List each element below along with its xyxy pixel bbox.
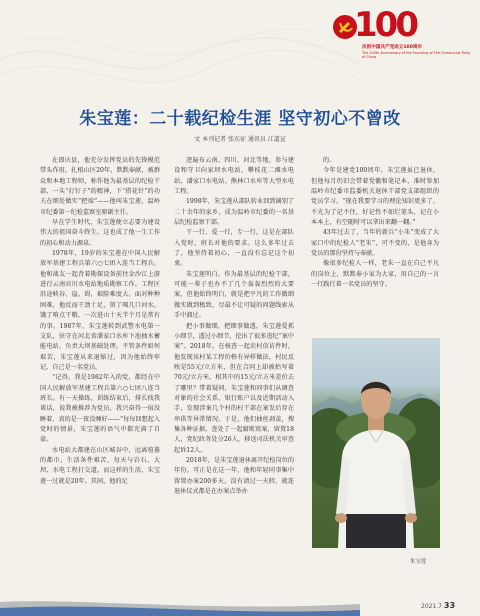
paragraph: 今年是建党100周年，朱宝莲虽已退休，但他每月仍旧会带着党徽和笔记本，准时参加温岭市纪委市监委机关退休干部党支部组织的党员学习。“现在我要学习的理论知识更多了，不光为了记不住，好记性不如烂笔头，记在小本本上，有空随时可以拿出来翻一翻。” [311, 167, 439, 227]
centenary-logo [332, 5, 472, 70]
article-byline: 文 本刊记者 张东征 通讯员 江道宣 [194, 136, 286, 143]
paragraph: 干一行、爱一行，专一行，这是在部队入党时，班长对他的要求。这么多年过去了，他坚持着初心，一直没有忘记这个初衷。 [174, 229, 294, 268]
paragraph: 43年过去了，当年的新兵“小朱”变成了大家口中的纪检人“老朱”，可不变的，是他身为党员的那份坚持与奉献。 [311, 229, 439, 258]
article-column-1 [40, 156, 160, 487]
article-column-2 [174, 156, 294, 497]
page-number [421, 601, 455, 610]
footer-decoration [0, 598, 360, 616]
centenary-number: 100 [354, 5, 416, 45]
article-title: 朱宝莲：二十载纪检生涯 坚守初心不曾改 [79, 109, 401, 129]
page-footer [0, 598, 480, 616]
paragraph: 迹遍布云南、四川、河北等地，参与建设和守卫向家坝水电站、攀枝花二滩水电站、潘家口水电站、熊林口水库等大型水电工程。 [174, 157, 294, 196]
paragraph: 水电站大都建在山区城谷中，远离喧嚣的都市，生活条件艰苦，每天与岩石、大坝、水电工程打交道。而这样的生活，朱宝莲一过就是20年。其间，他的足 [40, 446, 160, 485]
paragraph: 把小事做细，把细事做透。朱宝莲爱抓小细节，透过小细节，挖出了很多违纪“案中案”。2018年，在核查一起农村信访件时，他发现该村某工程价格有异样做法，村民反映是55元/立方米，但在合同上却被抬写着70元/立方米，相其中的15元/立方米差价去了哪里？带着疑问，朱宝莲和同事们从调查对象的社会关系、银行账户以及近期活动入手，发现涉案几个村的村干部在案发后存在串供等异常情况。于是，他们抽丝剥茧，搜集各种证据，查处了一起腐败窝案，留置18人，党纪政务处分26人，移送司法机关审查起诉12人。 [174, 322, 294, 454]
paragraph: 朱宝莲明白，作为最基层的纪检干部，可能一辈子也办不了几个轰轰烈烈的大要案，但他始终明白，就是把平凡的工作做细做实做到极致，尽最不让可疑的问题线索从手中溜过。 [174, 270, 294, 320]
background-wave-watermark [0, 20, 360, 110]
paragraph: 2018年，是朱宝莲退休离开纪检岗位的年份。可正是在这一年，他和年轻同事集中留置办案200多天，没有请过一天假，就连退休仪式都是在办案点举办 [174, 456, 294, 495]
logo-caption-cn: 庆祝中国共产党成立100周年 [362, 45, 423, 50]
paragraph: 像很多纪检人一样，老朱一直在自己平凡的岗位上，默默奉小家为大家，用自己的一言一行践行着一名党员的坚守。 [311, 260, 439, 289]
photo-caption: 朱宝莲 [410, 559, 427, 565]
page-number-value: 33 [443, 601, 456, 610]
paragraph: 的。 [323, 157, 336, 164]
portrait-photo [312, 338, 440, 548]
paragraph: 在郎庆县，他充分发挥党员的先锋模范带头作用，扎根山区20年，默默奉献，被群众和本地工程师，称作他为最基层的纪检干部，一头“打钉子”的精神，下“搭花针”的功夫在细处做实“把端”——他叫朱宝莲，温岭市纪委第一纪检监察室原副主任。 [40, 157, 160, 216]
issue-date: 2021.7 [421, 603, 442, 610]
paragraph: “记得，我是1982年入的党，都经在中国人民解放军基建工程兵第六○七团八连当班长。有一天操练，训练结束后，排长找我谈话，说我被推荐为党员，我兴奋得一宿没睡着，真的是一夜没睡好——”每每回想起入党时的情景，朱宝莲的语气中都充满了自豪。 [40, 374, 160, 444]
article-column-3 [311, 156, 439, 290]
paragraph: 1998年，朱宝莲从部队转业回到阔别了二十余年的家乡，成为温岭市纪委的一名基层纪检监察干部。 [174, 198, 294, 227]
portrait-illustration [312, 338, 440, 548]
logo-caption-en: The 100th Anniversary of the Founding of The Communist Party of China [362, 51, 471, 60]
paragraph: 早在学生时代，朱宝莲便立志要为建设伟大的祖国奋斗终生。这也成了他一生工作的初心和动力源泉。 [40, 219, 160, 247]
paragraph: 1978年，19岁的朱宝莲在中国人民解放军基建工程兵第六○七团入连当工程兵。他和战友一起背着勘探设备前往金沙江上游进行云南宾川水电站地质勘察工作。工程区沿途峡谷、崖、碍，艰险难度大。面对种种困难，他反而干劲十足，留了喝几口河水，饿了啃点干粮，一次进山十天半个月是常有的事。1987年，朱宝莲转到武警水电第一支队，驻守在河北省潘家口水库下池抽水蓄能电站，负责大坝基础处理。不管条件如何艰苦，朱宝莲从来退缩过，因为他始终牢记，自己是一名党员。 [40, 250, 160, 371]
